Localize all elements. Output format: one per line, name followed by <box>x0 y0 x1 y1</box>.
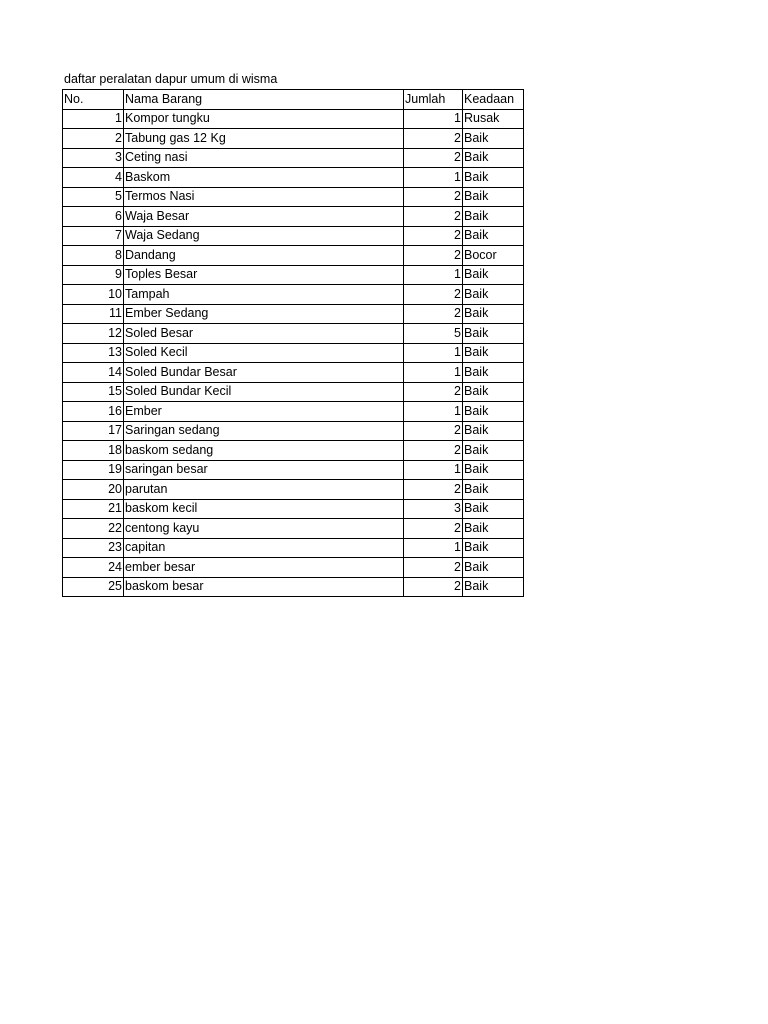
table-row <box>63 402 524 422</box>
cell-qty: 1 <box>404 363 463 383</box>
cell-name: Ember Sedang <box>124 304 404 324</box>
cell-cond: Baik <box>463 519 524 539</box>
cell-name: Waja Sedang <box>124 226 404 246</box>
cell-qty: 3 <box>404 499 463 519</box>
cell-no: 23 <box>63 538 124 558</box>
cell-no: 15 <box>63 382 124 402</box>
cell-qty: 2 <box>404 129 463 149</box>
cell-no: 12 <box>63 324 124 344</box>
cell-qty: 5 <box>404 324 463 344</box>
cell-cond: Baik <box>463 324 524 344</box>
cell-no: 8 <box>63 246 124 266</box>
cell-cond: Baik <box>463 187 524 207</box>
cell-name: Termos Nasi <box>124 187 404 207</box>
cell-name: Soled Bundar Kecil <box>124 382 404 402</box>
cell-no: 14 <box>63 363 124 383</box>
cell-name: Baskom <box>124 168 404 188</box>
table-row <box>63 226 524 246</box>
header-cond: Keadaan <box>463 90 524 110</box>
cell-qty: 1 <box>404 538 463 558</box>
cell-cond: Baik <box>463 441 524 461</box>
cell-cond: Baik <box>463 363 524 383</box>
cell-no: 24 <box>63 558 124 578</box>
cell-no: 19 <box>63 460 124 480</box>
table-row <box>63 577 524 597</box>
cell-cond: Baik <box>463 148 524 168</box>
header-qty: Jumlah <box>404 90 463 110</box>
cell-cond: Baik <box>463 168 524 188</box>
cell-qty: 2 <box>404 246 463 266</box>
table-row <box>63 304 524 324</box>
cell-name: Ember <box>124 402 404 422</box>
cell-cond: Baik <box>463 343 524 363</box>
table-row <box>63 558 524 578</box>
table-row <box>63 246 524 266</box>
cell-cond: Baik <box>463 207 524 227</box>
cell-cond: Baik <box>463 304 524 324</box>
cell-name: Kompor tungku <box>124 109 404 129</box>
cell-qty: 1 <box>404 402 463 422</box>
cell-no: 7 <box>63 226 124 246</box>
inventory-body <box>63 109 524 597</box>
table-row <box>63 265 524 285</box>
cell-no: 22 <box>63 519 124 539</box>
cell-qty: 2 <box>404 519 463 539</box>
cell-qty: 2 <box>404 148 463 168</box>
cell-qty: 2 <box>404 558 463 578</box>
cell-no: 5 <box>63 187 124 207</box>
table-row <box>63 460 524 480</box>
cell-qty: 2 <box>404 304 463 324</box>
cell-no: 3 <box>63 148 124 168</box>
cell-no: 17 <box>63 421 124 441</box>
cell-cond: Baik <box>463 402 524 422</box>
sheet-title: daftar peralatan dapur umum di wisma <box>64 72 278 86</box>
cell-cond: Baik <box>463 577 524 597</box>
cell-name: capitan <box>124 538 404 558</box>
table-row <box>63 363 524 383</box>
cell-qty: 2 <box>404 207 463 227</box>
cell-qty: 2 <box>404 382 463 402</box>
cell-no: 25 <box>63 577 124 597</box>
cell-qty: 2 <box>404 285 463 305</box>
cell-name: Saringan sedang <box>124 421 404 441</box>
cell-cond: Baik <box>463 558 524 578</box>
cell-name: Soled Besar <box>124 324 404 344</box>
table-row <box>63 109 524 129</box>
cell-qty: 2 <box>404 441 463 461</box>
table-row <box>63 187 524 207</box>
table-row <box>63 168 524 188</box>
cell-name: Soled Bundar Besar <box>124 363 404 383</box>
cell-name: Waja Besar <box>124 207 404 227</box>
cell-no: 2 <box>63 129 124 149</box>
cell-name: ember besar <box>124 558 404 578</box>
table-row <box>63 538 524 558</box>
cell-qty: 1 <box>404 460 463 480</box>
table-row <box>63 285 524 305</box>
cell-no: 6 <box>63 207 124 227</box>
cell-name: baskom sedang <box>124 441 404 461</box>
cell-no: 21 <box>63 499 124 519</box>
table-row <box>63 324 524 344</box>
header-name: Nama Barang <box>124 90 404 110</box>
cell-no: 9 <box>63 265 124 285</box>
table-row <box>63 441 524 461</box>
cell-name: Toples Besar <box>124 265 404 285</box>
table-row <box>63 382 524 402</box>
cell-no: 11 <box>63 304 124 324</box>
inventory-table <box>62 89 524 597</box>
cell-name: Ceting nasi <box>124 148 404 168</box>
cell-no: 16 <box>63 402 124 422</box>
cell-qty: 2 <box>404 421 463 441</box>
cell-cond: Baik <box>463 226 524 246</box>
table-row <box>63 148 524 168</box>
header-row <box>63 90 524 110</box>
cell-name: centong kayu <box>124 519 404 539</box>
cell-name: Tabung gas 12 Kg <box>124 129 404 149</box>
cell-no: 1 <box>63 109 124 129</box>
cell-cond: Baik <box>463 538 524 558</box>
cell-cond: Baik <box>463 265 524 285</box>
cell-name: baskom kecil <box>124 499 404 519</box>
cell-name: Tampah <box>124 285 404 305</box>
table-row <box>63 129 524 149</box>
cell-qty: 2 <box>404 226 463 246</box>
cell-cond: Baik <box>463 460 524 480</box>
cell-no: 18 <box>63 441 124 461</box>
cell-cond: Baik <box>463 382 524 402</box>
cell-cond: Baik <box>463 480 524 500</box>
cell-name: Soled Kecil <box>124 343 404 363</box>
cell-cond: Baik <box>463 129 524 149</box>
cell-qty: 1 <box>404 343 463 363</box>
cell-name: saringan besar <box>124 460 404 480</box>
cell-cond: Bocor <box>463 246 524 266</box>
cell-name: Dandang <box>124 246 404 266</box>
cell-no: 10 <box>63 285 124 305</box>
table-row <box>63 519 524 539</box>
table-row <box>63 480 524 500</box>
cell-cond: Baik <box>463 421 524 441</box>
table-row <box>63 207 524 227</box>
cell-qty: 1 <box>404 265 463 285</box>
table-row <box>63 499 524 519</box>
header-no: No. <box>63 90 124 110</box>
cell-name: baskom besar <box>124 577 404 597</box>
cell-qty: 2 <box>404 187 463 207</box>
cell-cond: Rusak <box>463 109 524 129</box>
cell-no: 20 <box>63 480 124 500</box>
cell-no: 4 <box>63 168 124 188</box>
cell-qty: 2 <box>404 480 463 500</box>
cell-qty: 2 <box>404 577 463 597</box>
cell-cond: Baik <box>463 499 524 519</box>
table-row <box>63 421 524 441</box>
cell-cond: Baik <box>463 285 524 305</box>
cell-name: parutan <box>124 480 404 500</box>
table-row <box>63 343 524 363</box>
cell-no: 13 <box>63 343 124 363</box>
cell-qty: 1 <box>404 168 463 188</box>
cell-qty: 1 <box>404 109 463 129</box>
